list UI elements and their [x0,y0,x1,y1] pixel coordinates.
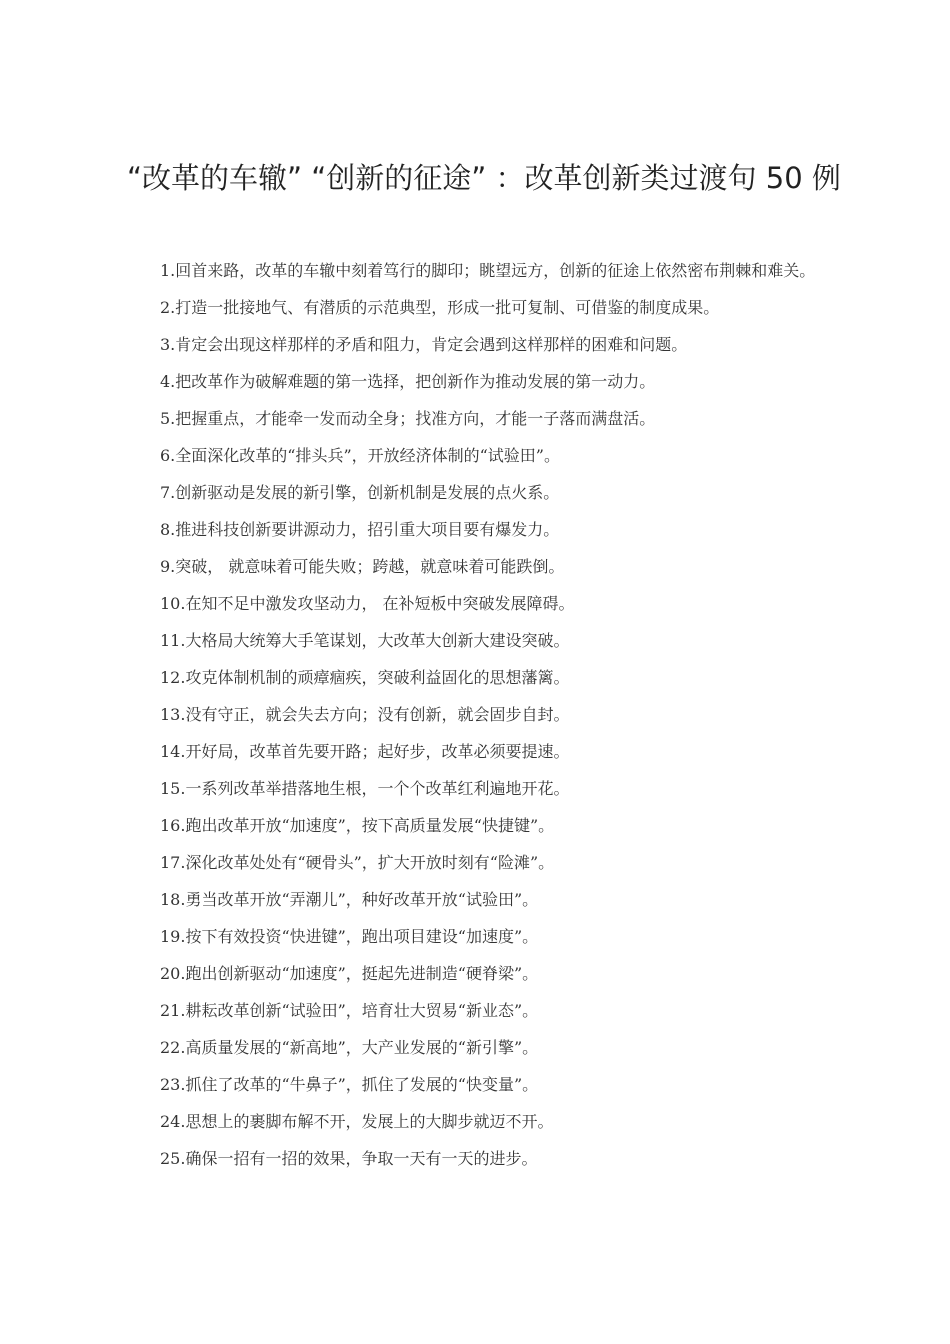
list-item: 19.按下有效投资“快进键”，跑出项目建设“加速度”。 [160,927,539,946]
document-title: “改革的车辙” “创新的征途” ：改革创新类过渡句 50 例 [127,161,841,195]
transition-sentence-list [122,258,840,1183]
list-item: 9.突破， 就意味着可能失败；跨越，就意味着可能跌倒。 [160,557,565,576]
list-item: 11.大格局大统筹大手笔谋划，大改革大创新大建设突破。 [160,631,570,650]
list-item: 18.勇当改革开放“弄潮儿”，种好改革开放“试验田”。 [160,890,539,909]
list-item: 7.创新驱动是发展的新引擎，创新机制是发展的点火系。 [160,483,560,502]
list-item: 13.没有守正，就会失去方向；没有创新，就会固步自封。 [160,705,570,724]
list-item: 4.把改革作为破解难题的第一选择，把创新作为推动发展的第一动力。 [160,372,656,391]
list-item: 6.全面深化改革的“排头兵”，开放经济体制的“试验田”。 [160,446,560,465]
list-item: 1.回首来路，改革的车辙中刻着笃行的脚印；眺望远方，创新的征途上依然密布荆棘和难关。 [160,261,816,280]
list-item: 2.打造一批接地气、有潜质的示范典型，形成一批可复制、可借鉴的制度成果。 [160,298,720,317]
list-item: 12.攻克体制机制的顽瘴痼疾，突破利益固化的思想藩篱。 [160,668,570,687]
list-item: 15.一系列改革举措落地生根，一个个改革红利遍地开花。 [160,779,570,798]
list-item: 3.肯定会出现这样那样的矛盾和阻力，肯定会遇到这样那样的困难和问题。 [160,335,688,354]
list-item: 22.高质量发展的“新高地”，大产业发展的“新引擎”。 [160,1038,539,1057]
list-item: 20.跑出创新驱动“加速度”，挺起先进制造“硬脊梁”。 [160,964,539,983]
list-item: 21.耕耘改革创新“试验田”，培育壮大贸易“新业态”。 [160,1001,539,1020]
list-item: 25.确保一招有一招的效果，争取一天有一天的进步。 [160,1149,538,1168]
list-item: 8.推进科技创新要讲源动力，招引重大项目要有爆发力。 [160,520,560,539]
list-item: 5.把握重点，才能牵一发而动全身；找准方向，才能一子落而满盘活。 [160,409,656,428]
list-item: 17.深化改革处处有“硬骨头”，扩大开放时刻有“险滩”。 [160,853,555,872]
list-item: 24.思想上的裹脚布解不开，发展上的大脚步就迈不开。 [160,1112,554,1131]
list-item: 23.抓住了改革的“牛鼻子”，抓住了发展的“快变量”。 [160,1075,539,1094]
list-item: 14.开好局，改革首先要开路；起好步，改革必须要提速。 [160,742,570,761]
list-item: 16.跑出改革开放“加速度”，按下高质量发展“快捷键”。 [160,816,555,835]
list-item: 10.在知不足中激发攻坚动力， 在补短板中突破发展障碍。 [160,594,575,613]
